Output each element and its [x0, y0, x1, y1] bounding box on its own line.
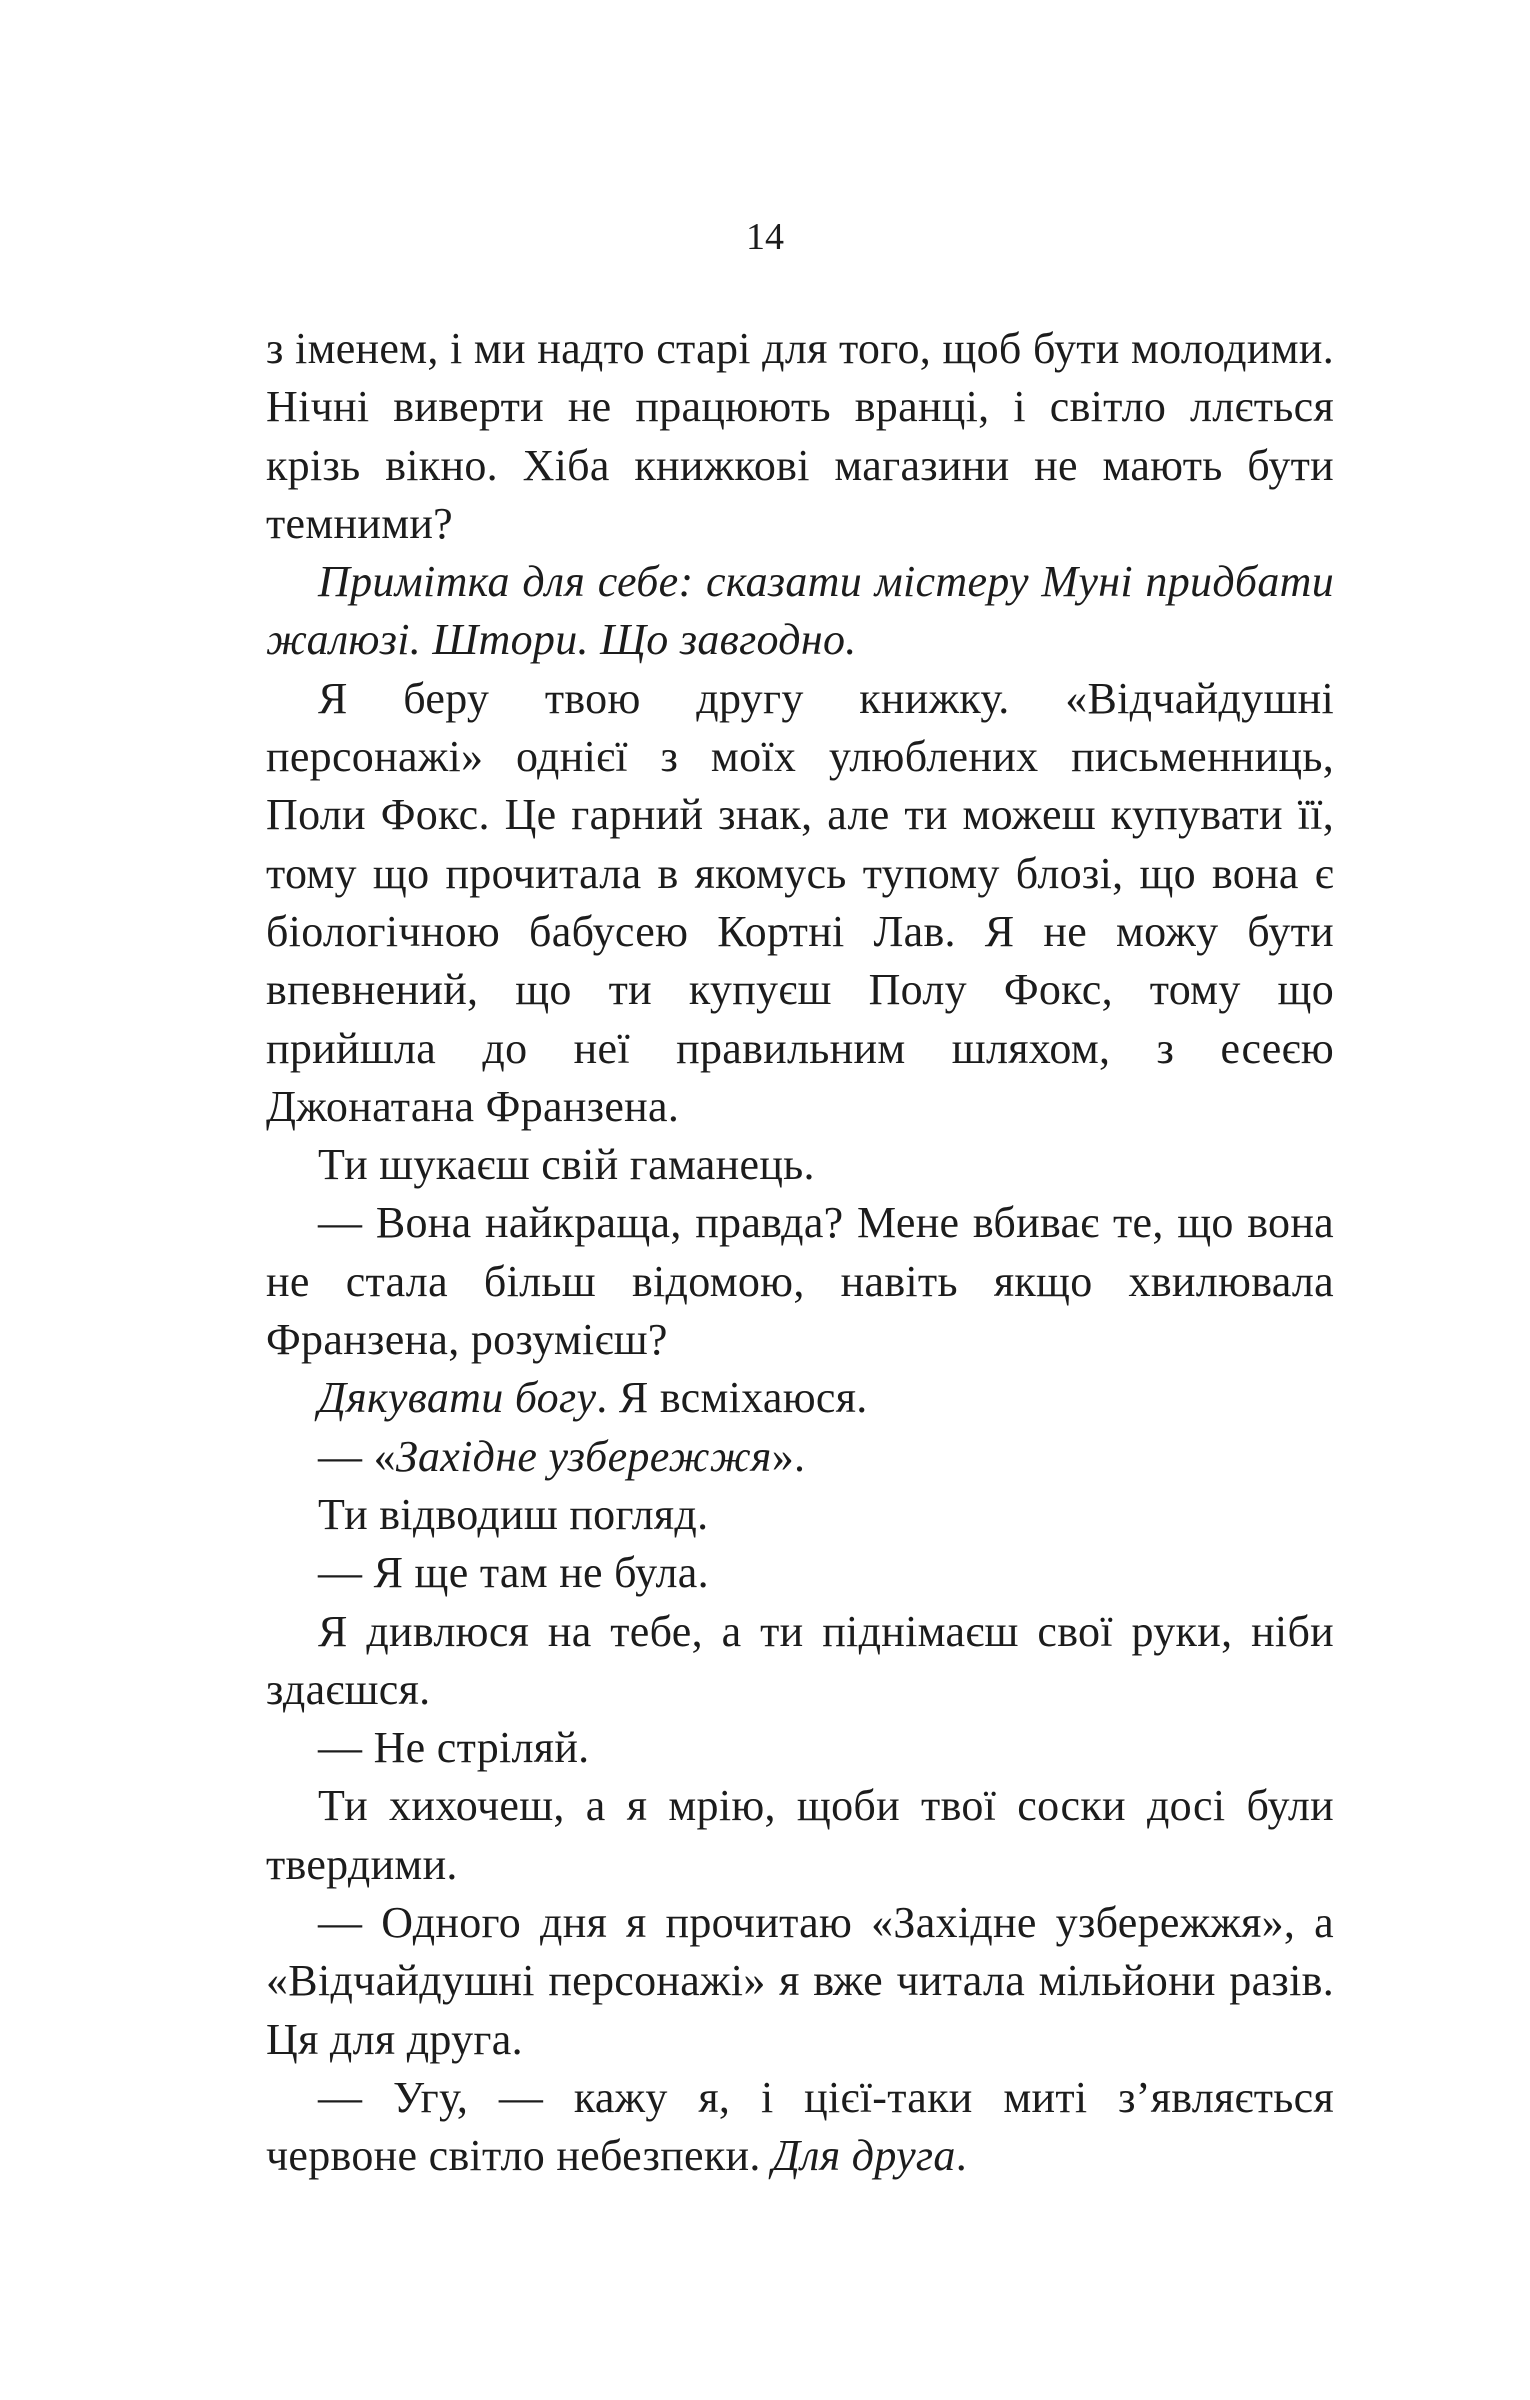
closing-quote: ».: [771, 1431, 806, 1481]
paragraph-text: Ти шукаєш свій гаманець.: [318, 1140, 815, 1190]
body-text: [266, 320, 1334, 2186]
italic-note: Примітка для себе: сказати містеру Муні придбати жалюзі. Штори. Що завгодно.: [266, 557, 1334, 665]
italic-thought: Для друга: [771, 2131, 956, 2181]
paragraph: [266, 2069, 1334, 2186]
paragraph: [266, 1777, 1334, 1894]
paragraph: [266, 1719, 1334, 1777]
paragraph-text: . Я всміхаюся.: [596, 1373, 868, 1423]
paragraph-text: Я беру твою другу книжку. «Відчайдушні персонажі» однієї з моїх улюблених письменниць, Поли Фокс. Це гарний знак, але ти можеш купувати її, тому що прочитала в якомусь тупому блозі, що вона є біологічною бабусею Кортні Лав. Я не можу бути впевнений, що ти купуєш Полу Фокс, тому що прийшла до неї правильним шляхом, з есеєю Джонатана Франзена.: [266, 673, 1334, 1131]
paragraph: [266, 1369, 1334, 1427]
paragraph: [266, 1428, 1334, 1486]
italic-thought: Дякувати богу: [318, 1373, 597, 1423]
paragraph: [266, 1486, 1334, 1544]
dialogue-line: — Не стріляй.: [318, 1723, 590, 1773]
paragraph: [266, 320, 1334, 553]
paragraph-end: .: [955, 2131, 967, 2181]
italic-book-title: Західне узбережжя: [395, 1431, 772, 1481]
dialogue-dash: — «: [318, 1431, 396, 1481]
dialogue-line: — Одного дня я прочитаю «Західне узбережжя», а «Відчайдушні персонажі» я вже читала мільйони разів. Ця для друга.: [266, 1898, 1334, 2064]
paragraph-text: Ти хихочеш, а я мрію, щоби твої соски досі були твердими.: [266, 1781, 1334, 1889]
paragraph-text: Ти відводиш погляд.: [318, 1489, 709, 1539]
paragraph-text: Я дивлюся на тебе, а ти піднімаєш свої руки, ніби здаєшся.: [266, 1606, 1334, 1714]
dialogue-line: — Угу, — кажу я, і цієї-таки миті з’являється червоне світло небезпеки.: [266, 2072, 1334, 2181]
dialogue-line: — Вона найкраща, правда? Мене вбиває те, що вона не стала більш відомою, навіть якщо хвилювала Франзена, розумієш?: [266, 1198, 1334, 1365]
paragraph: [266, 1544, 1334, 1602]
paragraph: [266, 670, 1334, 1136]
paragraph: [266, 1603, 1334, 1720]
paragraph: [266, 1136, 1334, 1194]
paragraph: [266, 1194, 1334, 1369]
paragraph-text: з іменем, і ми надто старі для того, щоб бути молодими. Нічні виверти не працюють вранці, і світло ллється крізь вікно. Хіба книжкові магазини не мають бути темними?: [266, 324, 1334, 548]
dialogue-line: — Я ще там не була.: [318, 1548, 709, 1598]
paragraph: [266, 1894, 1334, 2069]
page-number: 14: [746, 216, 784, 258]
paragraph: [266, 553, 1334, 670]
